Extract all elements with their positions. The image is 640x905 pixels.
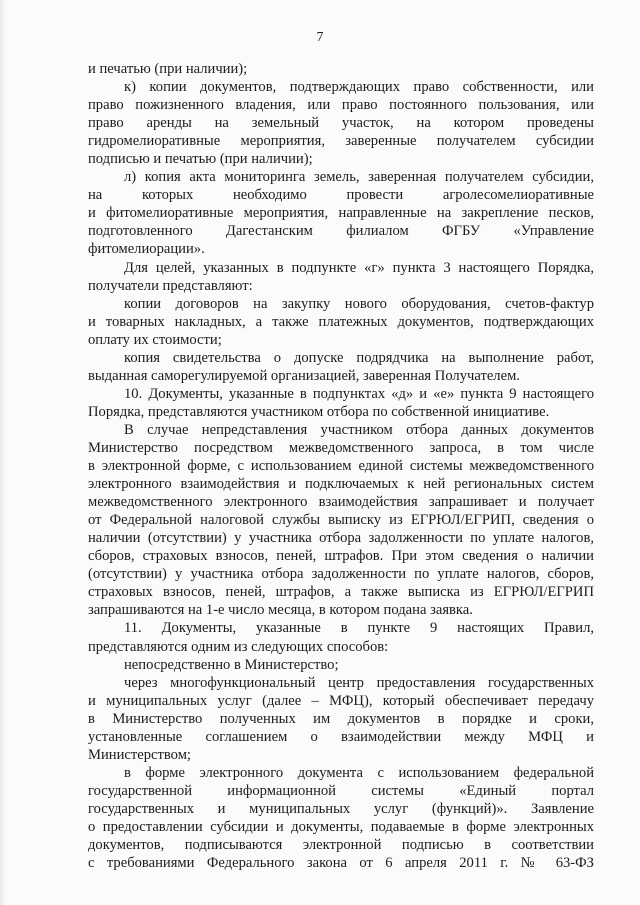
text-line: страховых взносов, пеней, штрафов, а также выписка из ЕГРЮЛ/ЕГРИП	[88, 584, 594, 601]
text-line: к) копии документов, подтверждающих право собственности, или	[124, 79, 594, 96]
text-line: подготовленного Дагестанским филиалом ФГБУ «Управление	[88, 223, 594, 240]
text-line: государственных и муниципальных услуг (функций)». Заявление	[88, 800, 594, 817]
text-line: в электронной форме, с использованием единой системы межведомственного	[88, 458, 594, 475]
text-line: Министерством;	[88, 746, 191, 763]
text-line: в форме электронного документа с использованием федеральной	[124, 764, 594, 781]
text-line: непосредственно в Министерство;	[124, 656, 339, 673]
text-line: межведомственного электронного взаимодействия запрашивает и получает	[88, 494, 594, 511]
text-line: копия свидетельства о допуске подрядчика на выполнение работ,	[124, 349, 594, 366]
text-line: Для целей, указанных в подпункте «г» пункта 3 настоящего Порядка,	[124, 259, 594, 276]
text-line: Порядка, представляются участником отбора по собственной инициативе.	[88, 403, 550, 420]
text-line: подписью и печатью (при наличии);	[88, 151, 313, 168]
text-line: (отсутствии) у участника отбора задолженности по уплате налогов, сборов,	[88, 566, 594, 583]
text-line: 10. Документы, указанные в подпунктах «д» и «е» пункта 9 настоящего	[124, 385, 594, 402]
text-line: о предоставлении субсидии и документы, подаваемые в форме электронных	[88, 818, 594, 835]
text-line: и фитомелиоративные мероприятия, направленные на закрепление песков,	[88, 205, 594, 222]
text-line: государственной информационной системы «Единый портал	[88, 782, 594, 799]
text-line: в Министерство полученных им документов в порядке и сроки,	[88, 710, 594, 727]
text-line: оплату их стоимости;	[88, 331, 222, 348]
text-line: право аренды на земельный участок, на котором проведены	[88, 115, 594, 132]
document-body	[88, 60, 594, 872]
text-line: Министерство посредством межведомственного запроса, в том числе	[88, 439, 594, 456]
text-line: наличии (отсутствии) у участника отбора задолженности по уплате налогов,	[88, 530, 594, 547]
text-line: установленные соглашением о взаимодействии между МФЦ и	[88, 728, 594, 745]
text-line: фитомелиорации».	[88, 241, 205, 258]
text-line: через многофункциональный центр предоставления государственных	[124, 674, 594, 691]
text-line: и печатью (при наличии);	[88, 61, 248, 77]
text-line: представляются одним из следующих способов:	[88, 638, 389, 655]
text-line: запрашиваются на 1-е число месяца, в котором подана заявка.	[88, 602, 473, 619]
text-line: с требованиями Федерального закона от 6 апреля 2011 г. № 63-ФЗ	[88, 855, 594, 872]
text-line: на которых необходимо провести агролесомелиоративные	[88, 187, 594, 204]
text-line: л) копия акта мониторинга земель, заверенная получателем субсидии,	[124, 169, 594, 186]
text-line: копии договоров на закупку нового оборудования, счетов-фактур	[124, 295, 594, 312]
text-line: 11. Документы, указанные в пункте 9 настоящих Правил,	[124, 620, 594, 637]
scan-edge-shadow	[0, 0, 6, 905]
text-line: выданная саморегулируемой организацией, заверенная Получателем.	[88, 367, 520, 384]
text-line: В случае непредставления участником отбора данных документов	[124, 421, 594, 438]
text-line: гидромелиоративные мероприятия, заверенные получателем субсидии	[88, 133, 594, 150]
page-number: 7	[316, 30, 324, 45]
text-line: от Федеральной налоговой службы выписку из ЕГРЮЛ/ЕГРИП, сведения о	[88, 512, 594, 529]
text-line: получатели представляют:	[88, 277, 253, 294]
text-line: сборов, страховых взносов, пеней, штрафов. При этом сведения о наличии	[88, 548, 594, 565]
text-line: и товарных накладных, а также платежных документов, подтверждающих	[88, 313, 594, 330]
text-line: документов, подписываются электронной подписью в соответствии	[88, 837, 594, 854]
text-line: право пожизненного владения, или право постоянного пользования, или	[88, 97, 594, 114]
text-line: и муниципальных услуг (далее – МФЦ), который обеспечивает передачу	[88, 692, 594, 709]
text-line: электронного взаимодействия и подключаемых к ней региональных систем	[88, 476, 594, 493]
